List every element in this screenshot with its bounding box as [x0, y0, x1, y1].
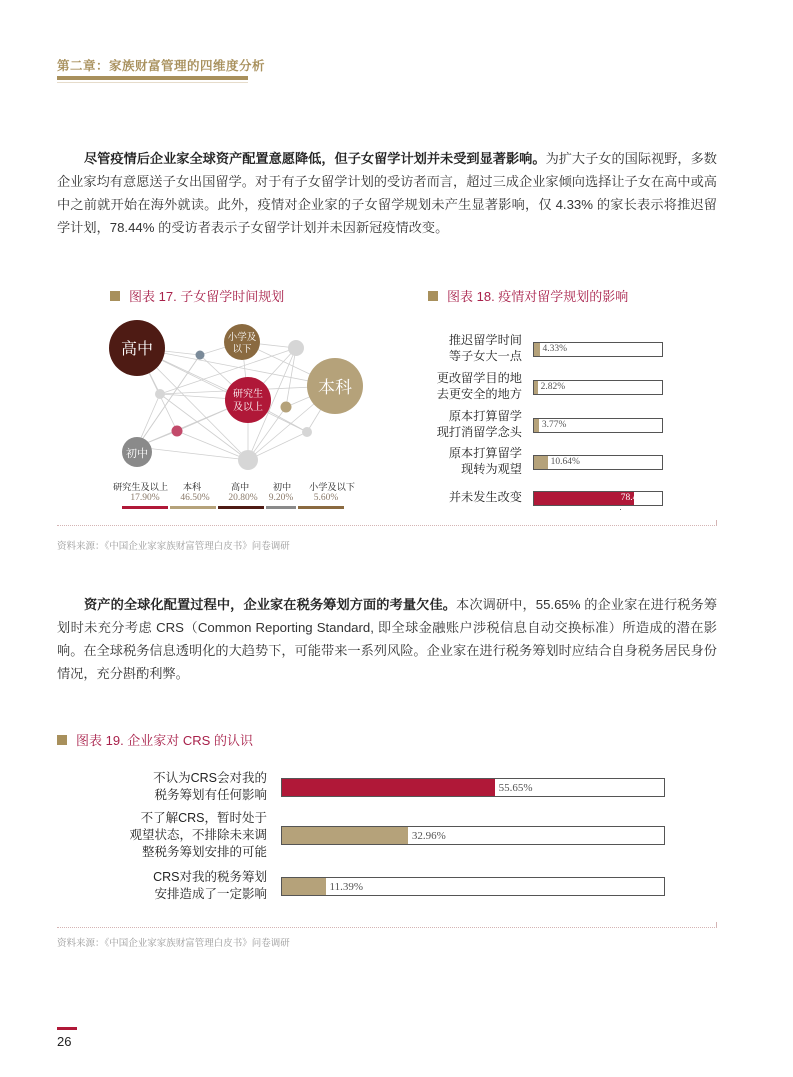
- legend-label-junior: 初中: [272, 482, 292, 492]
- figure-19-bar-label-line: 观望状态，不排除未来调: [129, 827, 267, 842]
- figure-18-bar-label: [412, 333, 522, 364]
- figure-18-bar-fill: [534, 419, 539, 432]
- legend-swatch-bachelor: [170, 506, 216, 509]
- figure-18-bar-label-line: 推迟留学时间: [448, 333, 522, 347]
- node-graduate-label-2: 及以上: [233, 402, 263, 413]
- figure-19-bar-label-line: CRS对我的税务筹划: [153, 870, 267, 884]
- chapter-rule-thin: [57, 82, 248, 83]
- figure-19-bar-label-line: 税务筹划有任何影响: [154, 788, 267, 802]
- node-dot-slate: [196, 351, 205, 360]
- figure-18-bar-label: [412, 371, 522, 402]
- figure-19-bar: [281, 826, 665, 845]
- figure-18-bar-label-line: 原本打算留学: [448, 446, 522, 460]
- figure-19-bar-value: 11.39%: [329, 881, 364, 893]
- node-dot-grey: [155, 389, 165, 399]
- figure-18-bar-fill: [534, 381, 538, 394]
- node-graduate: [225, 377, 271, 423]
- figure-19-bar-fill: [282, 779, 495, 796]
- legend-swatch-graduate: [122, 506, 168, 509]
- legend-value-high: 20.80%: [228, 493, 258, 503]
- figure-18-bar: [533, 455, 663, 470]
- paragraph-2: [57, 593, 717, 685]
- node-dot-grey-large: [238, 450, 258, 470]
- figure-17-network: [100, 318, 390, 478]
- figure-19-bar-fill: [282, 878, 326, 895]
- node-dot-grey: [288, 340, 304, 356]
- node-dot-pink: [172, 426, 183, 437]
- figure-18-bar: [533, 342, 663, 357]
- legend-swatch-high: [218, 506, 264, 509]
- source-note-1: 资料来源：《中国企业家家族财富管理白皮书》问卷调研: [57, 541, 290, 552]
- figure-18-title: [428, 286, 628, 305]
- node-graduate-label-1: 研究生: [233, 389, 263, 400]
- figure-19-bar-value: 32.96%: [411, 830, 446, 842]
- figure-18-bar-label-line: 原本打算留学: [448, 409, 522, 423]
- node-bachelor-label: 本科: [318, 378, 352, 397]
- paragraph-2-text: 本次调研中，55.65% 的企业家在进行税务筹划时未充分考虑 CRS（Common Reporting Standard, 即全球金融账户涉税信息自动交换标准）所造成的潜在影响。在全球税务信息透明化的大趋势下，可能带来一系列风险。企业家在进行税务筹划时应结合自身税务居民身份情况，充分斟酌利弊。: [57, 597, 718, 681]
- figure-18-bar-label-line: 等子女大一点: [448, 348, 522, 363]
- figure-19-bar-fill: [282, 827, 408, 844]
- figure-18-bar-label-line: 去更安全的地方: [436, 386, 522, 401]
- paragraph-1-text: 为扩大子女的国际视野，多数企业家均有意愿送子女出国留学。对于有子女留学计划的受访者而言，超过三成企业家倾向选择让子女在高中或高中之前就开始在海外就读。此外，疫情对企业家的子女留学规划未产生显著影响，仅 4.33% 的家长表示将推迟留学计划，78.44% 的受访者表示子女留学计划并未因新冠疫情改变。: [57, 151, 717, 235]
- figure-19-bar: [281, 877, 665, 896]
- figure-18-bar: [533, 491, 663, 506]
- figure-17-title: [110, 286, 284, 305]
- paragraph-1-bold: 尽管疫情后企业家全球资产配置意愿降低，但子女留学计划并未受到显著影响。: [84, 151, 546, 166]
- figure-18-bar-fill: [534, 343, 540, 356]
- figure-18-footnote: ·: [619, 504, 622, 514]
- figure-18-bar-label-line: 并未发生改变: [448, 490, 522, 504]
- figure-19-bar-label-line: 不认为CRS会对我的: [153, 771, 267, 785]
- figure-18-bar-value: 78.44%: [620, 493, 650, 503]
- figure-19-bar: [281, 778, 665, 797]
- figure-17-title-text: 图表 17. 子女留学时间规划: [129, 289, 285, 304]
- chapter-rule: [57, 76, 248, 80]
- figure-19-bar-label: [77, 810, 267, 861]
- title-square-icon: [57, 735, 67, 745]
- figure-19-bar-label-line: 不了解CRS，暂时处于: [140, 810, 267, 825]
- legend-label-graduate: 研究生及以上: [112, 482, 169, 492]
- figure-19-title-text: 图表 19. 企业家对 CRS 的认识: [76, 733, 253, 748]
- figure-18-bar-fill: [534, 456, 548, 469]
- figure-18-bar-value: 10.64%: [550, 457, 580, 467]
- node-dot-gold: [281, 402, 292, 413]
- page-number-rule: [57, 1027, 77, 1030]
- figure-19-bar-label-line: 整税务筹划安排的可能: [141, 844, 267, 859]
- source-divider: [57, 927, 717, 928]
- figure-18-bar: [533, 380, 663, 395]
- node-primary-label-1: 小学及: [227, 332, 257, 343]
- figure-19-title: [57, 730, 253, 749]
- source-note-2: 资料来源：《中国企业家家族财富管理白皮书》问卷调研: [57, 938, 290, 949]
- figure-18-bar: [533, 418, 663, 433]
- figure-18-bar-label-line: 现打消留学念头: [436, 424, 522, 439]
- figure-19-bar-label: [77, 869, 267, 903]
- node-primary-label-2: 以下: [232, 344, 252, 355]
- chapter-title: 第二章：家族财富管理的四维度分析: [57, 59, 266, 73]
- source-divider-tick: [716, 922, 717, 928]
- figure-19-bar-label: [77, 770, 267, 804]
- legend-label-bachelor: 本科: [182, 482, 202, 492]
- title-square-icon: [428, 291, 438, 301]
- figure-18-bar-value: 3.77%: [541, 420, 567, 430]
- legend-swatch-junior: [266, 506, 296, 509]
- figure-19-bar-label-line: 安排造成了一定影响: [154, 887, 267, 901]
- node-high-label: 高中: [120, 341, 154, 358]
- legend-swatch-primary: [298, 506, 344, 509]
- node-dot-grey: [302, 427, 312, 437]
- figure-18-bar-value: 2.82%: [540, 382, 566, 392]
- legend-value-graduate: 17.90%: [130, 493, 160, 503]
- paragraph-2-bold: 资产的全球化配置过程中，企业家在税务筹划方面的考量欠佳。: [84, 597, 457, 612]
- legend-value-bachelor: 46.50%: [180, 493, 210, 503]
- figure-18-bar-label-line: 更改留学目的地: [436, 371, 522, 385]
- source-divider-tick: [716, 520, 717, 526]
- figure-19-bar-value: 55.65%: [498, 782, 533, 794]
- source-divider: [57, 525, 717, 526]
- legend-label-primary: 小学及以下: [309, 482, 355, 492]
- figure-18-bar-value: 4.33%: [542, 344, 568, 354]
- paragraph-1: [57, 147, 717, 239]
- page-number: 26: [57, 1034, 72, 1049]
- node-junior-label: 初中: [126, 448, 148, 460]
- figure-18-title-text: 图表 18. 疫情对留学规划的影响: [447, 289, 629, 304]
- figure-18-bar-label-line: 现转为观望: [461, 461, 522, 476]
- figure-18-bar-label: [412, 490, 522, 506]
- figure-18-bar-label: [412, 409, 522, 440]
- figure-18-bar-label: [412, 446, 522, 477]
- legend-value-primary: 5.60%: [313, 493, 339, 503]
- title-square-icon: [110, 291, 120, 301]
- legend-value-junior: 9.20%: [268, 493, 294, 503]
- legend-label-high: 高中: [230, 482, 250, 492]
